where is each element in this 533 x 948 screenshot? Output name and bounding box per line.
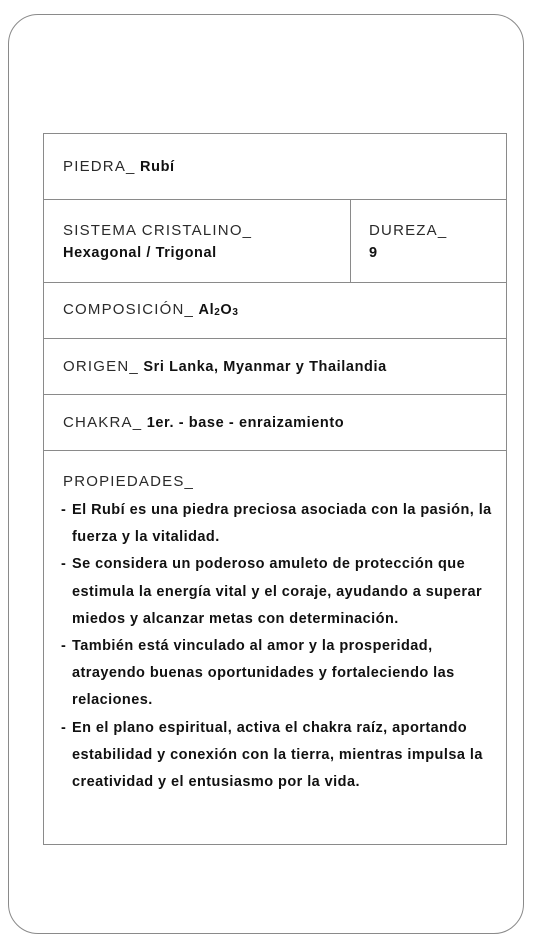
sistema-cell: [44, 200, 351, 282]
propiedad-text: Se considera un poderoso amuleto de protección que estimula la energía vital y el coraje, ayudando a superar miedos y alcanzar metas con determinación.: [72, 556, 483, 627]
formula-sub-3: 3: [232, 307, 239, 318]
row-sistema-dureza: [44, 200, 506, 283]
propiedad-item: [61, 497, 501, 551]
piedra-value: Rubí: [140, 159, 175, 175]
bullet-dash: -: [61, 556, 67, 573]
row-chakra: [44, 395, 506, 451]
piedra-label: PIEDRA_: [63, 158, 136, 175]
dureza-value: 9: [369, 245, 378, 261]
dureza-label: DUREZA_: [369, 222, 448, 239]
stone-info-table: [43, 133, 507, 845]
propiedades-list: [61, 497, 501, 796]
dureza-cell: [369, 222, 447, 261]
bullet-dash: -: [61, 719, 67, 736]
propiedad-text: También está vinculado al amor y la prosperidad, atrayendo buenas oportunidades y fortaleciendo las relaciones.: [72, 638, 455, 709]
propiedad-item: [61, 633, 501, 715]
formula-al: Al: [198, 302, 215, 318]
propiedad-text: El Rubí es una piedra preciosa asociada con la pasión, la fuerza y la vitalidad.: [72, 502, 492, 546]
bullet-dash: -: [61, 638, 67, 655]
sistema-value: Hexagonal / Trigonal: [63, 245, 217, 261]
formula-o: O: [220, 302, 233, 318]
formula-sub-2: 2: [214, 307, 221, 318]
propiedad-text: En el plano espiritual, activa el chakra raíz, aportando estabilidad y conexión con la tierra, mientras impulsa la creatividad y el entusiasmo por la vida.: [72, 719, 483, 791]
chakra-label: CHAKRA_: [63, 414, 143, 431]
composicion-label: COMPOSICIÓN_: [63, 301, 195, 318]
origen-value: Sri Lanka, Myanmar y Thailandia: [143, 359, 387, 375]
row-composicion: [44, 283, 506, 339]
composicion-formula: [199, 302, 239, 318]
chakra-value: 1er. - base - enraizamiento: [146, 415, 345, 431]
bullet-dash: -: [61, 502, 67, 518]
origen-label: ORIGEN_: [63, 358, 139, 375]
propiedad-item: [61, 551, 501, 633]
propiedades-label: PROPIEDADES_: [63, 473, 195, 490]
sistema-label: SISTEMA CRISTALINO_: [63, 222, 253, 239]
card-frame: [8, 14, 524, 934]
propiedad-item: [61, 715, 501, 797]
row-origen: [44, 339, 506, 395]
row-piedra: [44, 134, 506, 200]
